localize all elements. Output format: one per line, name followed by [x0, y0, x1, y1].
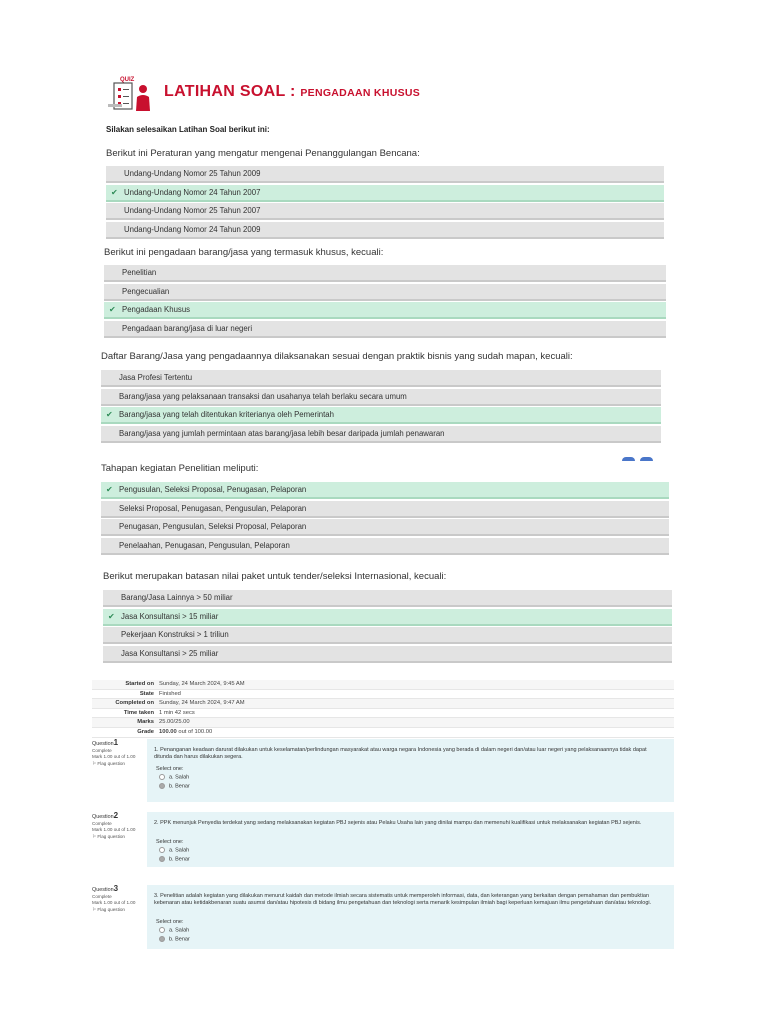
- check-icon: ✔: [111, 187, 118, 197]
- question-card: [147, 739, 674, 802]
- answer-option-label: Barang/jasa yang telah ditentukan kriterianya oleh Pemerintah: [119, 410, 334, 419]
- summary-label: Completed on: [115, 700, 154, 707]
- answer-option[interactable]: [106, 222, 664, 239]
- select-one-label: Select one:: [156, 919, 184, 925]
- answer-option-label: Barang/jasa yang pelaksanaan transaksi dan usahanya telah berlaku secara umum: [119, 391, 407, 401]
- flag-question-link[interactable]: ⚐ Flag question: [92, 906, 125, 912]
- answer-option[interactable]: [106, 203, 664, 220]
- question-text: Berikut ini Peraturan yang mengatur mengenai Penanggulangan Bencana:: [106, 148, 420, 159]
- answer-option-correct[interactable]: [103, 609, 672, 626]
- radio-button[interactable]: [159, 936, 165, 942]
- answer-option[interactable]: [103, 627, 672, 644]
- radio-button[interactable]: [159, 847, 165, 853]
- answer-choice[interactable]: [159, 927, 189, 933]
- summary-row: [92, 728, 674, 738]
- question-text: 1. Penanganan keadaan darurat dilakukan untuk keselamatan/perlindungan masyarakat atau warga negara Indonesia yang berada di dalam negeri dan/atau luar negeri yang pelaksanaannya tidak dapat ditunda dan harus dilakukan segera.: [154, 747, 647, 761]
- question-text: Tahapan kegiatan Penelitian meliputi:: [101, 463, 259, 474]
- question-text: Daftar Barang/Jasa yang pengadaannya dilaksanakan sesuai dengan praktik bisnis yang sudah mapan, kecuali:: [101, 351, 573, 362]
- check-icon: ✔: [106, 485, 113, 494]
- radio-button[interactable]: [159, 783, 165, 789]
- question-number: Question1: [92, 738, 119, 747]
- answer-option-label: Barang/jasa yang jumlah permintaan atas barang/jasa lebih besar daripada jumlah penawaran: [119, 428, 445, 438]
- select-one-label: Select one:: [156, 766, 184, 772]
- intro-text: Silakan selesaikan Latihan Soal berikut ini:: [106, 125, 270, 134]
- select-one-label: Select one:: [156, 839, 184, 845]
- page-title: [164, 83, 420, 101]
- answer-option-label: Undang-Undang Nomor 25 Tahun 2007: [124, 206, 261, 215]
- answer-choice-label: a. Salah: [169, 847, 190, 854]
- answer-choice[interactable]: [159, 936, 190, 942]
- answer-option[interactable]: [104, 284, 666, 301]
- flag-question-link[interactable]: ⚐ Flag question: [92, 833, 125, 839]
- summary-value: Finished: [159, 690, 181, 697]
- question-card: [147, 812, 674, 867]
- question-card: [147, 885, 674, 949]
- question-number: Question3: [92, 884, 119, 893]
- summary-row: [92, 709, 674, 719]
- question-info: [92, 886, 140, 913]
- quiz-logo-icon: [104, 74, 156, 114]
- summary-row: [92, 718, 674, 728]
- question-mark: Mark 1.00 out of 1.00: [92, 900, 136, 906]
- answer-option-label: Seleksi Proposal, Penugasan, Pengusulan, Pelaporan: [119, 503, 307, 513]
- answer-option-label: Penelaahan, Penugasan, Pengusulan, Pelaporan: [119, 540, 290, 550]
- radio-button[interactable]: [159, 856, 165, 862]
- answer-option[interactable]: [101, 519, 669, 536]
- answer-choice-label: a. Salah: [169, 774, 190, 781]
- flag-question-link[interactable]: ⚐ Flag question: [92, 760, 125, 766]
- summary-value: 100.00 out of 100.00: [159, 728, 213, 735]
- answer-option-label: Penelitian: [122, 268, 157, 277]
- answer-option-correct[interactable]: [101, 482, 669, 499]
- answer-option-correct[interactable]: [106, 185, 664, 202]
- answer-option-correct[interactable]: [101, 407, 661, 424]
- question-mark: Mark 1.00 out of 1.00: [92, 827, 136, 833]
- question-info: [92, 813, 140, 840]
- question-text: 3. Penelitian adalah kegiatan yang dilakukan menurut kaidah dan metode ilmiah secara sistematis untuk memperoleh informasi, data, dan keterangan yang berkaitan dengan pemahaman dan pembuktian kebenaran atau ketidakbenaran suatu asumsi dan/atau hipotesis di bidang ilmu pengetahuan dan teknologi serta menarik kesimpulan ilmiah bagi keperluan kemajuan ilmu pengetahuan dan/atau teknologi.: [154, 893, 652, 907]
- answer-option-label: Undang-Undang Nomor 24 Tahun 2007: [124, 187, 261, 197]
- answer-choice-label: b. Benar: [169, 856, 190, 863]
- answer-option-label: Pekerjaan Konstruksi > 1 triliun: [121, 630, 229, 639]
- question-text: 2. PPK menunjuk Penyedia terdekat yang sedang melaksanakan kegiatan PBJ sejenis atau Pelaku Usaha lain yang dinilai mampu dan memenuhi kualifikasi untuk melaksanakan kegiatan PBJ sejenis.: [154, 820, 642, 826]
- indicator-dot: [640, 457, 653, 461]
- answer-option-label: Jasa Profesi Tertentu: [119, 373, 193, 382]
- answer-option[interactable]: [104, 321, 666, 338]
- question-mark: Mark 1.00 out of 1.00: [92, 754, 136, 760]
- check-icon: ✔: [108, 611, 115, 621]
- check-icon: ✔: [106, 410, 113, 419]
- question-text: Berikut merupakan batasan nilai paket untuk tender/seleksi Internasional, kecuali:: [103, 571, 447, 582]
- summary-value: 1 min 42 secs: [159, 709, 195, 716]
- summary-label: Marks: [137, 719, 154, 726]
- answer-option[interactable]: [104, 265, 666, 282]
- summary-row: [92, 699, 674, 709]
- radio-button[interactable]: [159, 774, 165, 780]
- answer-choice[interactable]: [159, 856, 190, 862]
- answer-choice[interactable]: [159, 783, 190, 789]
- answer-option-label: Jasa Konsultansi > 15 miliar: [121, 611, 219, 621]
- question-status: Complete: [92, 820, 112, 826]
- page-indicator: [622, 448, 658, 466]
- answer-option-label: Penugasan, Pengusulan, Seleksi Proposal, Pelaporan: [119, 522, 307, 531]
- title-sub: PENGADAAN KHUSUS: [300, 87, 421, 99]
- answer-option[interactable]: [101, 389, 661, 406]
- answer-option[interactable]: [101, 501, 669, 518]
- answer-option-label: Pengadaan barang/jasa di luar negeri: [122, 323, 253, 333]
- summary-label: Started on: [125, 681, 154, 687]
- answer-option[interactable]: [106, 166, 664, 183]
- logo-text: QUIZ: [120, 77, 135, 83]
- answer-option-label: Undang-Undang Nomor 24 Tahun 2009: [124, 224, 261, 234]
- flag-icon: ⚐: [92, 906, 98, 912]
- question-status: Complete: [92, 747, 112, 753]
- answer-option-label: Barang/Jasa Lainnya > 50 miliar: [121, 593, 233, 602]
- flag-icon: ⚐: [92, 760, 98, 766]
- answer-option-label: Pengusulan, Seleksi Proposal, Penugasan, Pelaporan: [119, 485, 307, 494]
- answer-option-label: Pengadaan Khusus: [122, 305, 191, 314]
- title-main: LATIHAN SOAL :: [164, 83, 301, 100]
- summary-label: State: [139, 690, 154, 697]
- answer-option[interactable]: [101, 370, 661, 387]
- answer-choice-label: a. Salah: [169, 927, 190, 934]
- answer-choice-label: b. Benar: [169, 936, 190, 943]
- question-status: Complete: [92, 893, 112, 899]
- indicator-dot: [622, 457, 635, 461]
- flag-icon: ⚐: [92, 833, 98, 839]
- answer-option[interactable]: [103, 646, 672, 663]
- question-number: Question2: [92, 811, 119, 820]
- answer-option-correct[interactable]: [104, 302, 666, 319]
- answer-option[interactable]: [101, 538, 669, 555]
- check-icon: ✔: [109, 305, 116, 314]
- summary-label: Grade: [137, 728, 154, 735]
- attempt-summary-table: [92, 680, 674, 738]
- summary-label: Time taken: [123, 709, 154, 716]
- answer-option-label: Jasa Konsultansi > 25 miliar: [121, 648, 219, 658]
- answer-option[interactable]: [103, 590, 672, 607]
- question-text: Berikut ini pengadaan barang/jasa yang termasuk khusus, kecuali:: [104, 247, 384, 258]
- answer-choice[interactable]: [159, 847, 189, 853]
- answer-option-label: Pengecualian: [122, 286, 170, 296]
- answer-option[interactable]: [101, 426, 661, 443]
- summary-row: [92, 690, 674, 700]
- summary-value: Sunday, 24 March 2024, 9:45 AM: [159, 681, 245, 687]
- summary-value: 25.00/25.00: [159, 719, 190, 726]
- radio-button[interactable]: [159, 927, 165, 933]
- answer-choice-label: b. Benar: [169, 783, 190, 790]
- summary-value: Sunday, 24 March 2024, 9:47 AM: [159, 700, 245, 707]
- summary-row: [92, 680, 674, 690]
- answer-option-label: Undang-Undang Nomor 25 Tahun 2009: [124, 169, 261, 178]
- question-info: [92, 740, 140, 767]
- answer-choice[interactable]: [159, 774, 189, 780]
